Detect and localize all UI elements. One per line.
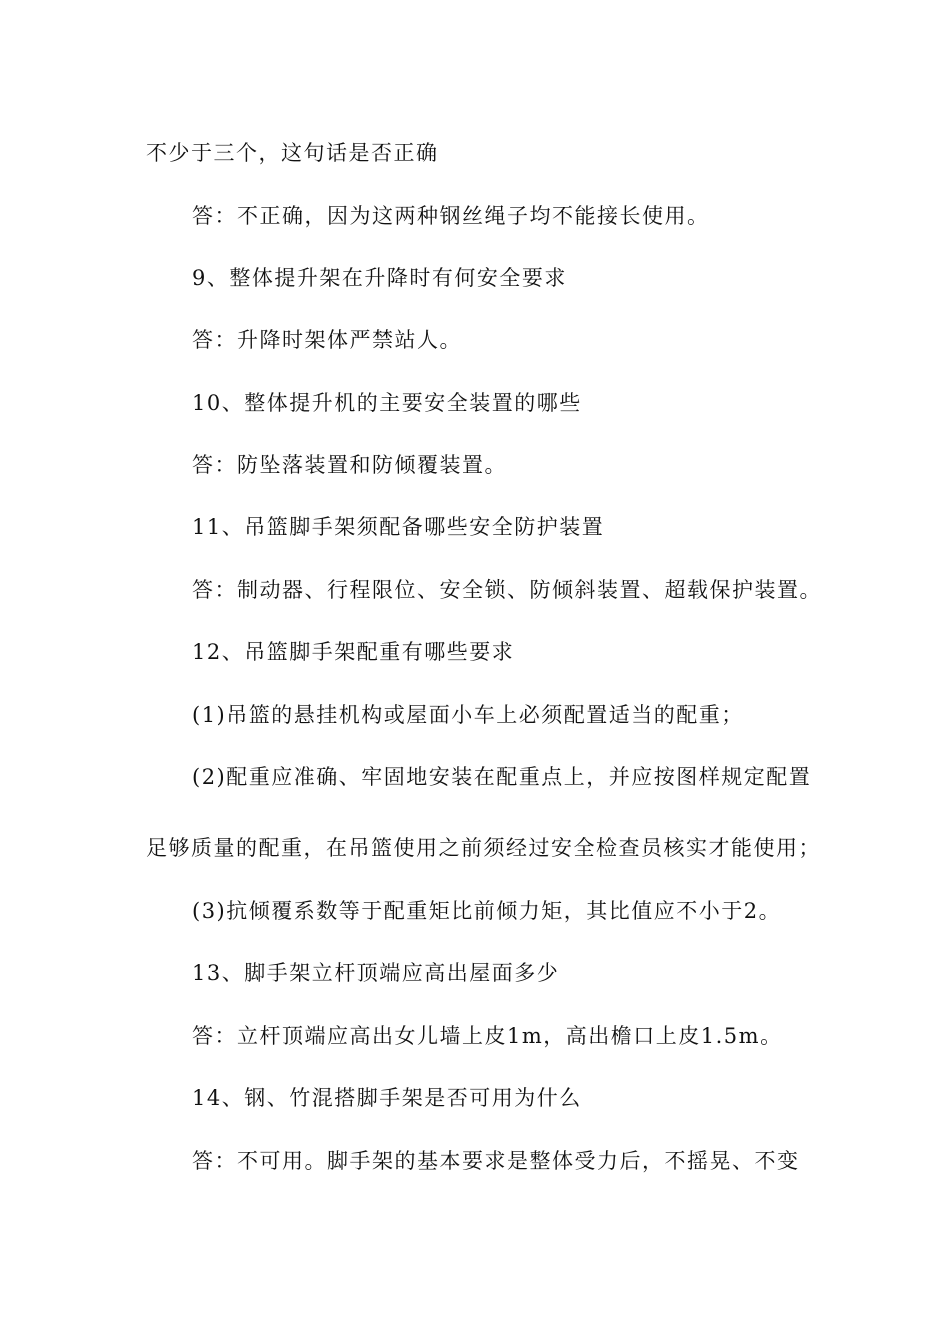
question-11: 11、吊篮脚手架须配备哪些安全防护装置 [192,515,605,539]
question-14: 14、钢、竹混搭脚手架是否可用为什么 [192,1086,582,1110]
answer-line: 答：不正确，因为这两种钢丝绳子均不能接长使用。 [192,204,710,228]
answer-11: 答：制动器、行程限位、安全锁、防倾斜装置、超载保护装置。 [192,578,822,602]
question-10: 10、整体提升机的主要安全装置的哪些 [192,391,582,415]
answer-14: 答：不可用。脚手架的基本要求是整体受力后，不摇晃、不变 [192,1149,800,1173]
question-13: 13、脚手架立杆顶端应高出屋面多少 [192,961,560,985]
answer-12-item-2-continuation: 足够质量的配重，在吊篮使用之前须经过安全检查员核实才能使用； [146,836,821,860]
text-line-continuation: 不少于三个，这句话是否正确 [146,141,439,165]
question-9: 9、整体提升架在升降时有何安全要求 [192,266,567,290]
answer-12-item-2: (2)配重应准确、牢固地安装在配重点上，并应按图样规定配置 [192,765,812,789]
answer-12-item-3: (3)抗倾覆系数等于配重矩比前倾力矩，其比值应不小于2。 [192,899,782,923]
answer-12-item-1: (1)吊篮的悬挂机构或屋面小车上必须配置适当的配重； [192,703,744,727]
question-12: 12、吊篮脚手架配重有哪些要求 [192,640,515,664]
answer-13: 答：立杆顶端应高出女儿墙上皮1m，高出檐口上皮1.5m。 [192,1024,783,1048]
answer-10: 答：防坠落装置和防倾覆装置。 [192,453,507,477]
answer-9: 答：升降时架体严禁站人。 [192,328,462,352]
